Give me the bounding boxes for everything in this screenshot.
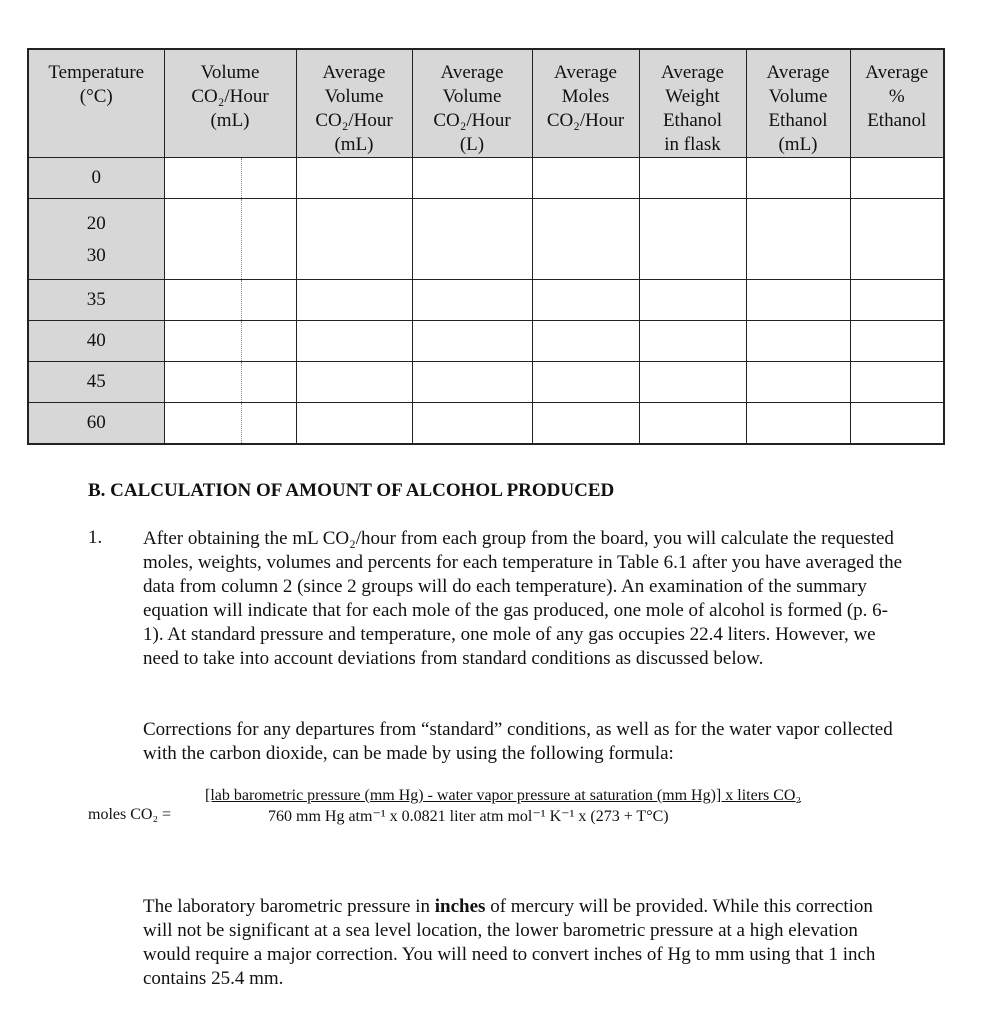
data-cell[interactable]	[639, 403, 746, 445]
header-avg-volume-co2-ml: Average Volume CO₂/Hour (mL)	[296, 49, 412, 158]
paragraph-barometric-bold: inches	[434, 896, 486, 917]
data-cell[interactable]	[164, 403, 296, 445]
data-cell[interactable]	[532, 403, 639, 445]
temperature-cell: 40	[28, 321, 164, 362]
paragraph-corrections: Corrections for any departures from “standard” conditions, as well as for the water vapor collected with the carbon dioxide, can be made by using the following formula:	[143, 719, 893, 764]
data-cell[interactable]	[639, 280, 746, 321]
temperature-value: 20	[86, 213, 106, 234]
paragraph-barometric-pre: The laboratory barometric pressure in	[143, 896, 435, 917]
header-avg-volume-co2-l: Average Volume CO₂/Hour (L)	[412, 49, 532, 158]
data-cell[interactable]	[164, 158, 296, 199]
data-cell[interactable]	[850, 362, 944, 403]
data-cell[interactable]	[746, 158, 850, 199]
item-number: 1.	[88, 527, 103, 548]
data-cell[interactable]	[850, 403, 944, 445]
formula-label: moles CO₂ =	[88, 806, 172, 823]
data-cell[interactable]	[296, 403, 412, 445]
paragraph-barometric	[143, 895, 903, 991]
data-cell[interactable]	[850, 321, 944, 362]
table-row	[28, 280, 944, 321]
data-cell[interactable]	[412, 280, 532, 321]
data-cell[interactable]	[532, 199, 639, 280]
data-cell[interactable]	[412, 362, 532, 403]
data-cell[interactable]	[412, 158, 532, 199]
data-cell[interactable]	[164, 362, 296, 403]
data-cell[interactable]	[296, 158, 412, 199]
data-cell[interactable]	[532, 321, 639, 362]
data-cell[interactable]	[639, 158, 746, 199]
table-row	[28, 362, 944, 403]
header-avg-volume-ethanol: Average Volume Ethanol (mL)	[746, 49, 850, 158]
data-cell[interactable]	[746, 403, 850, 445]
header-avg-weight-ethanol: Average Weight Ethanol in flask	[639, 49, 746, 158]
header-volume-co2-ml: Volume CO₂/Hour (mL)	[164, 49, 296, 158]
temperature-cell: 60	[28, 403, 164, 445]
data-cell[interactable]	[746, 199, 850, 280]
temperature-cell	[28, 199, 164, 280]
data-cell[interactable]	[639, 321, 746, 362]
data-cell[interactable]	[639, 362, 746, 403]
header-avg-moles-co2: Average Moles CO₂/Hour	[532, 49, 639, 158]
data-cell[interactable]	[164, 280, 296, 321]
data-cell[interactable]	[296, 199, 412, 280]
data-cell[interactable]	[296, 321, 412, 362]
table-row	[28, 403, 944, 445]
data-cell[interactable]	[412, 321, 532, 362]
formula-numerator: [lab barometric pressure (mm Hg) - water vapor pressure at saturation (mm Hg)] x liters CO₂	[205, 787, 802, 804]
data-cell[interactable]	[164, 199, 296, 280]
header-temperature: Temperature (°C)	[28, 49, 164, 158]
table-row	[28, 321, 944, 362]
temperature-cell: 35	[28, 280, 164, 321]
data-cell[interactable]	[639, 199, 746, 280]
data-cell[interactable]	[296, 280, 412, 321]
data-cell[interactable]	[746, 280, 850, 321]
data-cell[interactable]	[412, 199, 532, 280]
data-cell[interactable]	[164, 321, 296, 362]
data-cell[interactable]	[532, 362, 639, 403]
data-cell[interactable]	[412, 403, 532, 445]
table-row	[28, 158, 944, 199]
data-cell[interactable]	[850, 158, 944, 199]
header-avg-percent-ethanol: Average % Ethanol	[850, 49, 944, 158]
temperature-cell: 0	[28, 158, 164, 199]
temperature-cell: 45	[28, 362, 164, 403]
formula-denominator: 760 mm Hg atm⁻¹ x 0.0821 liter atm mol⁻¹ K⁻¹ x (273 + T°C)	[268, 808, 669, 825]
data-cell[interactable]	[850, 280, 944, 321]
data-cell[interactable]	[532, 158, 639, 199]
header-row	[28, 49, 944, 158]
temperature-value: 30	[86, 245, 106, 266]
data-cell[interactable]	[532, 280, 639, 321]
data-cell[interactable]	[746, 362, 850, 403]
data-table	[27, 48, 945, 445]
table-row	[28, 199, 944, 280]
data-cell[interactable]	[296, 362, 412, 403]
data-cell[interactable]	[746, 321, 850, 362]
data-cell[interactable]	[850, 199, 944, 280]
paragraph-instructions: After obtaining the mL CO₂/hour from each group from the board, you will calculate the requested moles, weights, volumes and percents for each temperature in Table 6.1 after you have averaged the data from column 2 (since 2 groups will do each temperature). An examination of the summary equation will indicate that for each mole of the gas produced, one mole of alcohol is formed (p. 6-1). At standard pressure and temperature, one mole of any gas occupies 22.4 liters. However, we need to take into account deviations from standard conditions as discussed below.	[143, 528, 903, 669]
section-heading: B. CALCULATION OF AMOUNT OF ALCOHOL PRODUCED	[88, 480, 615, 501]
paragraph-barometric-post: of mercury will be provided. While this correction will not be significant at a sea level location, the lower barometric pressure at a high elevation would require a major correction. You will need to convert inches of Hg to mm using that 1 inch contains 25.4 mm.	[143, 896, 876, 989]
